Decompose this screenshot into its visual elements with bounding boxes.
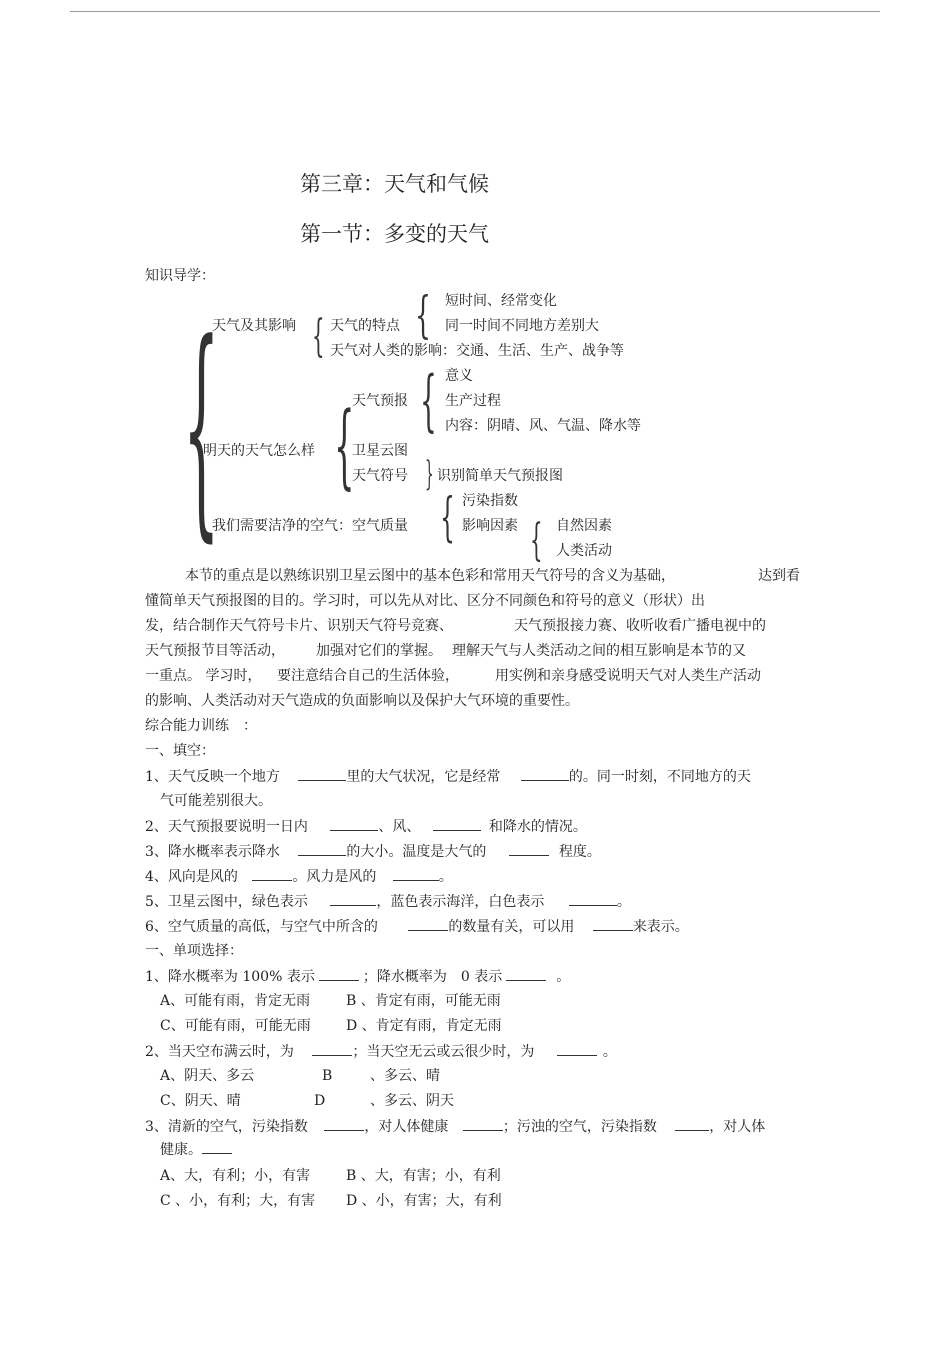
paragraph-line: 的影响、人类活动对天气造成的负面影响以及保护大气环境的重要性。 bbox=[145, 693, 579, 709]
outline-node: 卫星云图 bbox=[352, 443, 408, 459]
answer-blank[interactable] bbox=[433, 816, 481, 831]
answer-blank[interactable] bbox=[298, 766, 346, 781]
answer-blank[interactable] bbox=[521, 766, 569, 781]
outline-node: 自然因素 bbox=[556, 518, 612, 534]
outline-brace: { bbox=[334, 392, 355, 499]
guide-label: 知识导学： bbox=[145, 268, 215, 284]
choice-option: B 、大，有害；小，有利 bbox=[346, 1168, 501, 1184]
answer-blank[interactable] bbox=[330, 816, 378, 831]
choice-option: C、阴天、晴 bbox=[160, 1093, 241, 1109]
outline-node: 天气预报 bbox=[352, 393, 408, 409]
outline-brace: { bbox=[415, 286, 431, 344]
paragraph-line: 要注意结合自己的生活体验， bbox=[277, 668, 459, 684]
outline-node: 意义 bbox=[445, 368, 473, 384]
outline-brace: { bbox=[440, 488, 455, 548]
outline-brace: { bbox=[530, 515, 543, 566]
answer-blank[interactable] bbox=[463, 1116, 503, 1131]
outline-node: 天气的特点 bbox=[330, 318, 400, 334]
paragraph-line: 发，结合制作天气符号卡片、识别天气符号竞赛、 bbox=[145, 618, 453, 634]
section-title: 第一节：多变的天气 bbox=[300, 222, 489, 246]
paragraph-line: 本节的重点是以熟练识别卫星云图中的基本色彩和常用天气符号的含义为基础， bbox=[185, 568, 675, 584]
paragraph-line: 用实例和亲身感受说明天气对人类生产活动 bbox=[495, 668, 761, 684]
choice-option-letter: D bbox=[314, 1093, 326, 1109]
question-line: 1、降水概率为 100% 表示 ；降水概率为 0 表示 。 bbox=[145, 966, 570, 987]
choice-option: A、阴天、多云 bbox=[160, 1068, 255, 1084]
choice-option: D 、小，有害；大，有利 bbox=[346, 1193, 502, 1209]
answer-blank[interactable] bbox=[408, 916, 448, 931]
paragraph-line: 一重点。 学习时， bbox=[145, 668, 262, 684]
outline-brace: { bbox=[312, 311, 325, 362]
outline-node: 天气及其影响 bbox=[212, 318, 296, 334]
answer-blank[interactable] bbox=[324, 1116, 364, 1131]
outline-node: 短时间、经常变化 bbox=[445, 293, 557, 309]
question-line: 2、当天空布满云时，为 ；当天空无云或云很少时，为 。 bbox=[145, 1041, 617, 1062]
fill-heading: 一、填空： bbox=[145, 743, 215, 759]
chapter-title: 第三章：天气和气候 bbox=[300, 172, 489, 196]
outline-node: 同一时间不同地方差别大 bbox=[445, 318, 599, 334]
answer-blank[interactable] bbox=[593, 916, 633, 931]
outline-node: 我们需要洁净的空气：空气质量 bbox=[212, 518, 408, 534]
choice-option-letter: B bbox=[322, 1068, 333, 1084]
choice-option: 、多云、阴天 bbox=[370, 1093, 454, 1109]
header-rule bbox=[70, 11, 880, 12]
choice-option: C、可能有雨，可能无雨 bbox=[160, 1018, 311, 1034]
outline-node: 内容：阴晴、风、气温、降水等 bbox=[445, 418, 641, 434]
outline-node: 生产过程 bbox=[445, 393, 501, 409]
question-line: 3、清新的空气，污染指数 ，对人体健康 ；污浊的空气，污染指数 ，对人体 bbox=[145, 1116, 765, 1137]
choice-option: B 、肯定有雨，可能无雨 bbox=[346, 993, 501, 1009]
answer-blank[interactable] bbox=[506, 966, 546, 981]
choice-option: A、大，有利；小，有害 bbox=[160, 1168, 311, 1184]
answer-blank[interactable] bbox=[319, 966, 359, 981]
question-line: 6、空气质量的高低，与空气中所含的 的数量有关，可以用 来表示。 bbox=[145, 916, 689, 937]
question-line: 健康。 bbox=[160, 1139, 232, 1160]
paragraph-line: 加强对它们的掌握。 bbox=[316, 643, 442, 659]
choice-option: D 、肯定有雨，肯定无雨 bbox=[346, 1018, 502, 1034]
outline-node: 影响因素 bbox=[462, 518, 518, 534]
paragraph-line: 天气预报节目等活动， bbox=[145, 643, 285, 659]
question-line: 1、天气反映一个地方 里的大气状况，它是经常 的。同一时刻，不同地方的天 bbox=[145, 766, 751, 787]
answer-blank[interactable] bbox=[298, 841, 346, 856]
outline-node: 天气符号 bbox=[352, 468, 408, 484]
paragraph-line: 达到看 bbox=[758, 568, 800, 584]
outline-node: 天气对人类的影响：交通、生活、生产、战争等 bbox=[330, 343, 624, 359]
training-label: 综合能力训练 ： bbox=[145, 718, 257, 734]
outline-brace: { bbox=[420, 362, 437, 439]
question-line: 3、降水概率表示降水 的大小。温度是大气的 程度。 bbox=[145, 841, 601, 862]
choice-heading: 一、单项选择： bbox=[145, 943, 243, 959]
outline-brace: } bbox=[425, 454, 434, 494]
choice-option: C 、小，有利；大，有害 bbox=[160, 1193, 316, 1209]
answer-blank[interactable] bbox=[202, 1139, 232, 1154]
choice-option: A、可能有雨，肯定无雨 bbox=[160, 993, 311, 1009]
question-line: 气可能差别很大。 bbox=[160, 793, 272, 809]
outline-brace-main: { bbox=[183, 295, 220, 562]
paragraph-line: 理解天气与人类活动之间的相互影响是本节的又 bbox=[452, 643, 746, 659]
answer-blank[interactable] bbox=[557, 1041, 597, 1056]
paragraph-line: 天气预报接力赛、收听收看广播电视中的 bbox=[514, 618, 766, 634]
question-line: 5、卫星云图中，绿色表示 ，蓝色表示海洋，白色表示 。 bbox=[145, 891, 631, 912]
answer-blank[interactable] bbox=[393, 866, 439, 881]
answer-blank[interactable] bbox=[569, 891, 617, 906]
outline-node: 识别简单天气预报图 bbox=[437, 468, 563, 484]
outline-node: 污染指数 bbox=[462, 493, 518, 509]
outline-node: 明天的天气怎么样 bbox=[203, 443, 315, 459]
question-line: 2、天气预报要说明一日内 、风、 和降水的情况。 bbox=[145, 816, 587, 837]
choice-option: 、多云、晴 bbox=[370, 1068, 440, 1084]
answer-blank[interactable] bbox=[675, 1116, 709, 1131]
question-line: 4、风向是风的 。风力是风的 。 bbox=[145, 866, 453, 887]
answer-blank[interactable] bbox=[312, 1041, 352, 1056]
answer-blank[interactable] bbox=[330, 891, 376, 906]
answer-blank[interactable] bbox=[252, 866, 292, 881]
paragraph-line: 懂简单天气预报图的目的。学习时，可以先从对比、区分不同颜色和符号的意义（形状）出 bbox=[145, 593, 705, 609]
outline-node: 人类活动 bbox=[556, 543, 612, 559]
answer-blank[interactable] bbox=[509, 841, 549, 856]
